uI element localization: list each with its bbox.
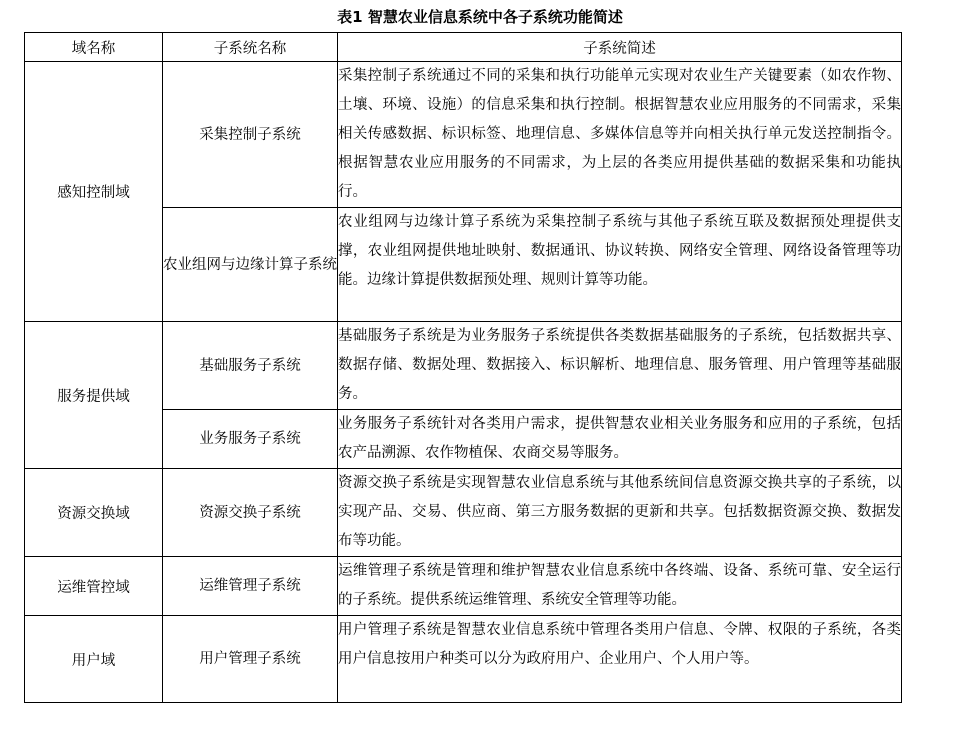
domain-cell: 用户域 bbox=[25, 616, 163, 703]
domain-cell: 资源交换域 bbox=[25, 469, 163, 557]
description-cell: 用户管理子系统是智慧农业信息系统中管理各类用户信息、令牌、权限的子系统，各类用户信息按用户种类可以分为政府用户、企业用户、个人用户等。 bbox=[338, 616, 902, 703]
header-row bbox=[25, 33, 902, 62]
subsystem-cell: 资源交换子系统 bbox=[163, 469, 338, 557]
description-cell: 运维管理子系统是管理和维护智慧农业信息系统中各终端、设备、系统可靠、安全运行的子系统。提供系统运维管理、系统安全管理等功能。 bbox=[338, 557, 902, 616]
subsystem-table bbox=[24, 32, 902, 703]
subsystem-cell: 业务服务子系统 bbox=[163, 410, 338, 469]
header-domain: 域名称 bbox=[25, 33, 163, 62]
domain-cell: 服务提供域 bbox=[25, 322, 163, 469]
description-cell: 基础服务子系统是为业务服务子系统提供各类数据基础服务的子系统，包括数据共享、数据存储、数据处理、数据接入、标识解析、地理信息、服务管理、用户管理等基础服务。 bbox=[338, 322, 902, 410]
domain-cell: 运维管控域 bbox=[25, 557, 163, 616]
subsystem-cell: 采集控制子系统 bbox=[163, 62, 338, 208]
table-row bbox=[25, 557, 902, 616]
subsystem-cell: 用户管理子系统 bbox=[163, 616, 338, 703]
subsystem-cell: 基础服务子系统 bbox=[163, 322, 338, 410]
header-subsystem: 子系统名称 bbox=[163, 33, 338, 62]
subsystem-cell: 运维管理子系统 bbox=[163, 557, 338, 616]
table-row bbox=[25, 322, 902, 410]
description-cell: 农业组网与边缘计算子系统为采集控制子系统与其他子系统互联及数据预处理提供支撑，农业组网提供地址映射、数据通讯、协议转换、网络安全管理、网络设备管理等功能。边缘计算提供数据预处理、规则计算等功能。 bbox=[338, 208, 902, 322]
domain-cell: 感知控制域 bbox=[25, 62, 163, 322]
description-cell: 采集控制子系统通过不同的采集和执行功能单元实现对农业生产关键要素（如农作物、土壤、环境、设施）的信息采集和执行控制。根据智慧农业应用服务的不同需求，采集相关传感数据、标识标签、地理信息、多媒体信息等并向相关执行单元发送控制指令。根据智慧农业应用服务的不同需求，为上层的各类应用提供基础的数据采集和功能执行。 bbox=[338, 62, 902, 208]
header-description: 子系统简述 bbox=[338, 33, 902, 62]
table-row bbox=[25, 469, 902, 557]
description-cell: 业务服务子系统针对各类用户需求，提供智慧农业相关业务服务和应用的子系统，包括农产品溯源、农作物植保、农商交易等服务。 bbox=[338, 410, 902, 469]
table-row bbox=[25, 616, 902, 703]
table-caption: 表1 智慧农业信息系统中各子系统功能简述 bbox=[337, 8, 623, 26]
table-row bbox=[25, 62, 902, 208]
description-cell: 资源交换子系统是实现智慧农业信息系统与其他系统间信息资源交换共享的子系统，以实现产品、交易、供应商、第三方服务数据的更新和共享。包括数据资源交换、数据发布等功能。 bbox=[338, 469, 902, 557]
subsystem-cell: 农业组网与边缘计算子系统 bbox=[163, 208, 338, 322]
